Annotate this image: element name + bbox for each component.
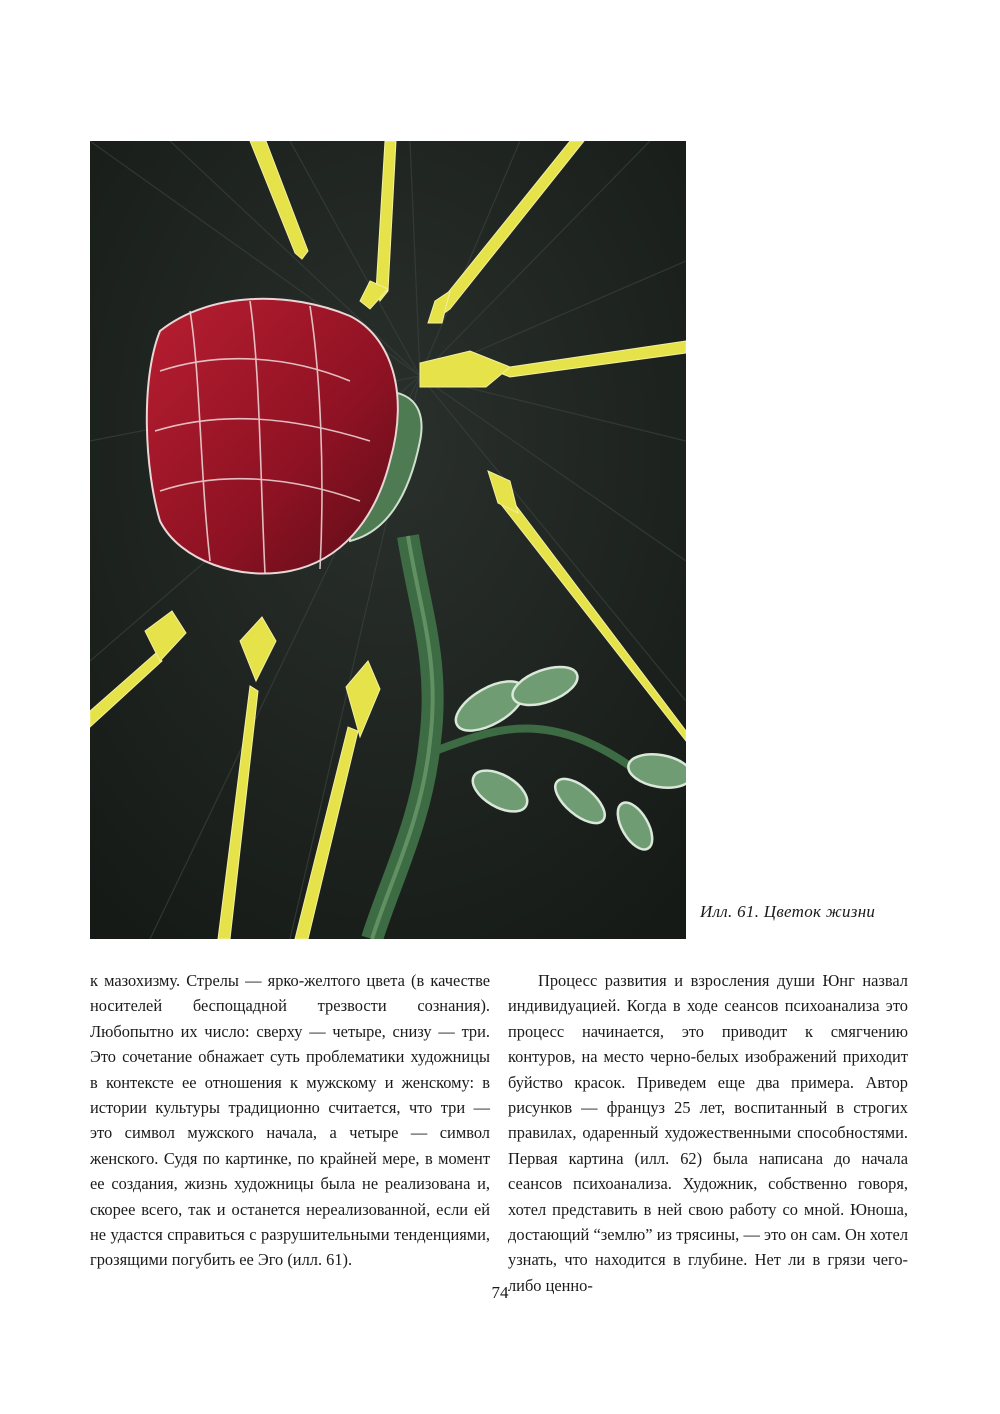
paragraph: к мазохизму. Стрелы — ярко-желтого цвета (в качестве носителей беспощадной трезвости сознания). Любопытно их число: сверху — четыре, снизу — три. Это сочетание обнажает суть проблематики художницы в контексте ее отношения к мужскому и женскому: в истории культуры традиционно считается, что три — это символ мужского начала, а четыре — символ женского. Судя по картинке, по крайней мере, в момент ее создания, жизнь художницы была не реализована и, скорее всего, так и останется нереализованной, если ей не удастся справиться с разрушительными тенденциями, грозящими погубить ее Эго (илл. 61).	[90, 971, 490, 1270]
page-number: 74	[491, 1283, 509, 1302]
left-column	[90, 968, 490, 1273]
right-column	[508, 968, 908, 1298]
illustration-caption: Илл. 61. Цветок жизни	[700, 902, 876, 921]
paragraph: Процесс развития и взросления души Юнг назвал индивидуацией. Когда в ходе сеансов психоанализа это процесс начинается, это приводит к смягчению контуров, на место черно-белых изображений приходит буйство красок. Приведем еще два примера. Автор рисунков — француз 25 лет, воспитанный в строгих правилах, одаренный художественными способностями. Первая картина (илл. 62) была написана до начала сеансов психоанализа. Художник, собственно говоря, хотел представить в ней свою работу со мной. Юноша, достающий “землю” из трясины, — это он сам. Он хотел узнать, что находится в глубине. Нет ли в грязи чего-либо ценно-	[508, 971, 908, 1295]
illustration-painting	[90, 141, 686, 939]
